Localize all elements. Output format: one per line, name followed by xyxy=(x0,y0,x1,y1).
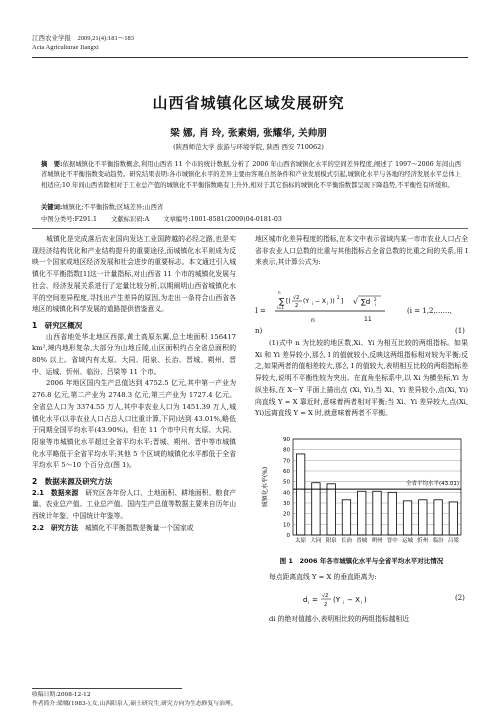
svg-text:i: i xyxy=(375,302,377,307)
svg-text:(Y: (Y xyxy=(303,298,310,305)
x-tick-label: 运城 xyxy=(402,538,414,544)
section-2-1-heading: 2.1 数据来源 xyxy=(32,488,79,497)
method-paragraph-2: (1)式中 n 为比较的地区数,Xi、Yi 为相互比较的两组指标。如果 Xi 和 Yi 差异较小,那么 I 的值就较小,反映这两组指标相对较为平衡;反之,如果两者的值相差较大,那么 I 的值较大,表明相互比较的两组指标差异较大,说明不平衡性较为突出。在直角坐标系中,以 Xi 为横坐标,Yi 为纵坐标,在 X－Y 平面上描出点 (Xi, Yi),当 Xi、Yi 差异较小,点(Xi, Yi)向直线 Y = X 靠近时,意味着两者相对平衡;当 Xi、Yi 差异较大,点(Xi, Yi)远离直线 Y = X 时,就意味着两者不平衡。 xyxy=(255,339,468,418)
y-tick-label: 60 xyxy=(283,469,290,475)
right-column-cont xyxy=(255,338,468,420)
y-tick-label: 70 xyxy=(283,458,290,465)
y-tick-label: 40 xyxy=(283,490,290,497)
abstract xyxy=(41,160,461,191)
keywords-text: 城镇化;不平衡指数;区域差异;山西省 xyxy=(62,204,164,211)
bar-朔州 xyxy=(373,491,381,535)
abstract-divider xyxy=(32,228,468,229)
footnote-received: 收稿日期:2008-12-12 xyxy=(32,692,91,698)
svg-text:2: 2 xyxy=(337,295,340,300)
svg-text:i: i xyxy=(308,600,310,605)
section-2-2 xyxy=(32,523,236,535)
y-tick-label: 0 xyxy=(286,533,290,539)
y-axis-ticks xyxy=(283,437,291,539)
right-column-last xyxy=(255,614,468,626)
bar-忻州 xyxy=(419,500,427,535)
formula-1 xyxy=(255,290,468,338)
section-1-heading: 1 研究区概况 xyxy=(32,320,83,330)
formula-1-number: (1) xyxy=(455,327,465,335)
svg-text:− X: − X xyxy=(347,596,360,604)
formula-2 xyxy=(255,588,468,610)
journal-citation: 江西农业学报 2009,21(4):181～183 xyxy=(32,35,135,42)
x-tick-label: 阳泉 xyxy=(325,538,337,544)
x-tick-label: 朔州 xyxy=(371,538,383,544)
footnote-author: 作者简介:梁娜(1983-),女,山西阳泉人,硕士研究生,研究方向为生态修复与治理。 xyxy=(32,701,237,707)
bar-吕梁 xyxy=(449,502,457,535)
section-1-paragraph-1: 山西省地处华北地区西部,黄土高原东翼,总土地面积 156417 km²,境内地形复杂,大部分为山地丘陵,山区面积约占全省总面积的 80% 以上。省域内有太原、大同、阳泉、长治、晋城、朔州、晋中、运城、忻州、临汾、吕梁等 11 个市。 xyxy=(32,332,236,376)
keywords-label: 关键词: xyxy=(41,204,63,211)
x-tick-label: 长治 xyxy=(340,538,352,544)
bar-阳泉 xyxy=(327,484,335,535)
svg-text:∑: ∑ xyxy=(279,297,285,306)
formula-1-condition: (i = 1,2,……, xyxy=(407,307,452,315)
y-tick-label: 50 xyxy=(283,479,290,486)
section-1-paragraph-2: 2006 年地区国内生产总值达到 4752.5 亿元,其中第一产业为 276.8 亿元,第二产业为 2748.3 亿元,第三产业为 1727.4 亿元。全省总人口为 3374.55 万人,其中非农业人口为 1451.39 万人,城镇化水平(以非农业人口占总人口比重计算,下同)达到 43.01%,略低于同期全国平均水平(43.90%)。但在 11 个市中只有太原、大同、阳泉等市城镇化水平超过全省平均水平;晋城、朔州、晋中等市城镇化水平略低于全省平均水平;其他 5 个区域的城镇化水平都低于全省平均水平 5～10 个百分点(图 1)。 xyxy=(32,379,236,470)
svg-text:i: i xyxy=(327,301,329,306)
svg-text:(Y: (Y xyxy=(333,596,341,604)
formula-1-n: n) xyxy=(255,327,263,335)
svg-text:[(: [( xyxy=(286,298,291,305)
y-tick-label: 90 xyxy=(283,437,290,443)
figure-1-chart xyxy=(255,435,468,555)
bar-太原 xyxy=(296,454,304,535)
svg-text:i=1: i=1 xyxy=(277,305,285,310)
x-axis-ticks xyxy=(295,536,459,544)
x-tick-label: 忻州 xyxy=(417,538,429,544)
formula-1-lhs: I = xyxy=(255,307,266,315)
x-tick-label: 太原 xyxy=(295,538,307,544)
left-column xyxy=(32,234,236,535)
section-2-1-text: 研究区各年份人口、土地面积、耕地面积、粮食产量、农业总产值、工业总产值、国内生产总值等数据主要来自历年山西统计年鉴、中国统计年鉴等。 xyxy=(32,488,237,521)
svg-text:∑d: ∑d xyxy=(361,298,371,306)
svg-text:2: 2 xyxy=(324,602,328,608)
svg-text:11: 11 xyxy=(364,316,372,323)
figure-1-caption: 图 1 2006 年各市城镇化水平与全省平均水平对比情况 xyxy=(279,557,444,565)
bar-运城 xyxy=(403,501,411,535)
x-tick-label: 晋城 xyxy=(356,538,368,544)
svg-text:i: i xyxy=(361,600,363,605)
section-2-heading: 2 数据来源及研究方法 xyxy=(32,477,113,487)
y-axis-label: 城镇化水平(%) xyxy=(262,466,269,508)
section-2-2-heading: 2.2 研究方法 xyxy=(32,523,79,532)
article-number: 文章编号:1001-8581(2009)04-0181-03 xyxy=(163,216,282,223)
right-column xyxy=(255,234,468,269)
svg-text:d: d xyxy=(303,596,308,604)
svg-text:√2: √2 xyxy=(322,593,329,599)
x-tick-label: 吕梁 xyxy=(447,538,459,544)
svg-text:=: = xyxy=(312,596,318,604)
svg-text:2: 2 xyxy=(374,297,377,302)
abstract-text: 依据城镇化不平衡指数概念,利用山西省 11 个市的统计数据,分析了 2006 年山西省城镇化水平的空间差异程度,阐述了 1997～2006 年间山西省城镇化不平衡指数变动趋势。研究结果表明:各市城镇化水平的差异主要由客观自然条件和产业发展模式引起,城镇化水平与各地的经济发展水平总体上相适应;10 年间山西省除相对于工业总产值的城镇化不平衡指数略有上升外,相对于其它指标的城镇化不平衡指数都呈现下降趋势,不平衡性有所缓和。 xyxy=(41,161,461,189)
formula-2-expression xyxy=(303,588,383,610)
svg-text:2: 2 xyxy=(295,303,299,309)
distance-intro: 每点距离直线 Y = X 的垂直距离为: xyxy=(269,573,377,581)
y-tick-label: 80 xyxy=(283,447,290,454)
svg-text:√2: √2 xyxy=(293,295,300,301)
bar-临汾 xyxy=(434,500,442,535)
svg-text:): ) xyxy=(364,596,367,604)
keywords xyxy=(41,202,461,211)
provincial-average-label: 全省平均水平(43.01) xyxy=(405,481,459,488)
bar-长治 xyxy=(342,500,350,535)
author-list: 梁 娜, 肖 玲, 张素娟, 张耀华, 关帅朋 xyxy=(170,128,327,139)
right-column-end xyxy=(255,572,468,584)
header-divider xyxy=(32,57,468,58)
distance-explanation: di 的绝对值越小,表明相比较的两组指标越相近 xyxy=(269,615,409,623)
svg-text:i: i xyxy=(343,600,345,605)
svg-text:]: ] xyxy=(341,298,344,305)
intro-paragraph: 城镇化是完成落后农业国向发达工业国跨越的必经之路,也是实现经济结构优化和产业结构提升的重要途径,而城镇化水平则成为反映一个国家或地区经济发展和社会进步的重要标志。本文通过引入城镇化不平衡指数[1]这一计量指标,对山西省 11 个市的城镇化发展与社会、经济发展关系进行了定量比较分析,以期阐明山西省城镇化水平的空间差异程度,寻找出产生差异的原因,为走出一条符合山西省各地区的城镇化科学发展的道路提供借鉴意义。 xyxy=(32,235,236,314)
clc-number: 中图分类号:F291.1 xyxy=(41,216,98,223)
affiliation: (陕西师范大学 旅游与环境学院, 陕西 西安 710062) xyxy=(173,143,324,151)
chart-bars xyxy=(296,454,457,535)
formula-2-number: (2) xyxy=(455,594,465,602)
svg-text:− X: − X xyxy=(315,298,327,305)
svg-text:i: i xyxy=(312,301,314,306)
bar-晋中 xyxy=(388,492,396,535)
abstract-label: 摘 要: xyxy=(41,161,63,168)
svg-text:)): )) xyxy=(330,298,335,305)
svg-text:n: n xyxy=(278,290,281,295)
svg-text:√: √ xyxy=(353,297,359,306)
journal-header xyxy=(32,34,134,52)
y-tick-label: 10 xyxy=(283,522,290,529)
section-2-1 xyxy=(32,488,236,523)
x-tick-label: 大同 xyxy=(310,538,322,544)
svg-text:n: n xyxy=(311,317,315,324)
document-code: 文献标识码:A xyxy=(111,216,150,223)
y-tick-label: 20 xyxy=(283,511,290,518)
formula-1-expression xyxy=(271,290,389,334)
y-tick-label: 30 xyxy=(283,501,290,507)
classification-line xyxy=(41,214,461,223)
method-paragraph-1: 地区城市化差异程度的指标,在本文中表示省域内某一市市农业人口占全省非农业人口总数的比重与其他指标占全省总数的比重之间的关系,用 I 来表示,其计算公式为: xyxy=(255,235,468,267)
section-2-2-text: 城镇化不平衡指数是衡量一个国家或 xyxy=(84,523,194,532)
footnote-divider xyxy=(32,688,182,689)
paper-title: 山西省城镇化区域发展研究 xyxy=(152,94,345,112)
journal-english-name: Acta Agriculturae Jiangxi xyxy=(32,44,99,51)
bar-大同 xyxy=(312,483,320,535)
x-tick-label: 临汾 xyxy=(432,538,444,544)
bar-晋城 xyxy=(358,491,366,535)
x-tick-label: 晋中 xyxy=(386,538,398,544)
